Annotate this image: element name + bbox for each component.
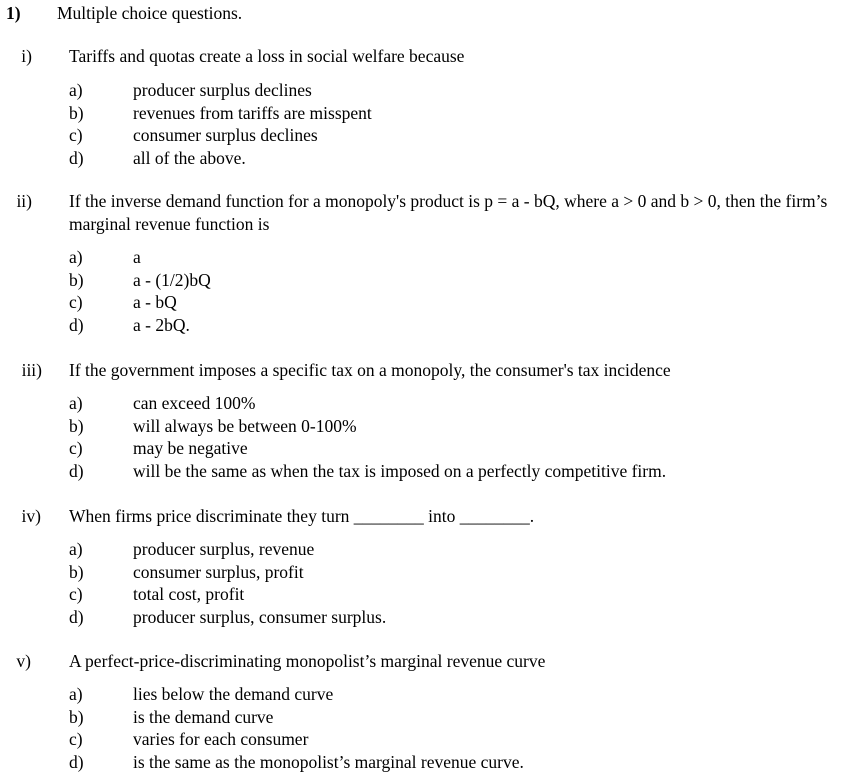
option-text: total cost, profit (133, 584, 245, 604)
option-letter: c) (69, 292, 83, 312)
option-text: a - (1/2)bQ (133, 269, 211, 290)
option-text: is the demand curve (133, 706, 274, 727)
option-letter: d) (69, 751, 84, 772)
option-text: a (133, 247, 141, 267)
option-text: a - 2bQ. (133, 314, 190, 335)
option-c (69, 437, 849, 460)
option-letter: c) (69, 125, 83, 145)
option-letter: b) (69, 706, 84, 727)
option-letter: d) (69, 147, 84, 168)
option-a (69, 538, 849, 561)
option-text: is the same as the monopolist’s marginal revenue curve. (133, 751, 524, 772)
question-stem: Tariffs and quotas create a loss in social welfare because (69, 46, 465, 66)
option-letter: d) (69, 606, 84, 627)
option-d (69, 606, 849, 629)
option-d (69, 460, 849, 483)
option-list (69, 683, 849, 773)
option-text: producer surplus, consumer surplus. (133, 606, 387, 627)
question-stem: If the inverse demand function for a monopoly's product is p = a - bQ, where a > 0 and b > 0, then the firm’s marginal revenue function is (69, 191, 828, 234)
option-letter: a) (69, 247, 83, 267)
option-letter: c) (69, 729, 83, 749)
option-letter: d) (69, 314, 84, 335)
option-text: will always be between 0-100% (133, 415, 357, 436)
option-letter: c) (69, 438, 83, 458)
option-text: may be negative (133, 438, 248, 458)
option-text: producer surplus declines (133, 80, 312, 100)
option-c (69, 124, 849, 147)
question-number: i) (21, 46, 32, 66)
question-stem: A perfect-price-discriminating monopolist’s marginal revenue curve (69, 651, 546, 671)
option-text: all of the above. (133, 147, 246, 168)
option-b (69, 706, 849, 729)
option-letter: b) (69, 561, 84, 582)
option-letter: b) (69, 415, 84, 436)
option-letter: a) (69, 393, 83, 413)
option-list (69, 392, 849, 482)
question-stem: If the government imposes a specific tax on a monopoly, the consumer's tax incidence (69, 360, 671, 380)
option-a (69, 246, 849, 269)
option-letter: a) (69, 684, 83, 704)
section-heading (6, 2, 242, 24)
option-letter: c) (69, 584, 83, 604)
option-text: producer surplus, revenue (133, 539, 315, 559)
option-list (69, 246, 849, 336)
option-c (69, 728, 849, 751)
option-c (69, 583, 849, 606)
option-b (69, 561, 849, 584)
option-text: a - bQ (133, 292, 177, 312)
section-number: 1) (6, 3, 21, 23)
option-b (69, 102, 849, 125)
option-c (69, 291, 849, 314)
option-text: consumer surplus declines (133, 125, 318, 145)
option-letter: b) (69, 102, 84, 123)
question-number: iii) (21, 360, 42, 380)
option-list (69, 79, 849, 169)
option-a (69, 79, 849, 102)
option-a (69, 683, 849, 706)
question-number: ii) (16, 191, 32, 211)
option-letter: b) (69, 269, 84, 290)
option-text: will be the same as when the tax is imposed on a perfectly competitive firm. (133, 460, 667, 481)
option-text: revenues from tariffs are misspent (133, 102, 372, 123)
option-d (69, 147, 849, 170)
option-letter: a) (69, 80, 83, 100)
option-b (69, 415, 849, 438)
question-number: v) (16, 651, 31, 671)
option-letter: a) (69, 539, 83, 559)
section-title: Multiple choice questions. (57, 3, 243, 23)
option-text: consumer surplus, profit (133, 561, 304, 582)
option-d (69, 751, 849, 774)
option-d (69, 314, 849, 337)
option-letter: d) (69, 460, 84, 481)
option-list (69, 538, 849, 628)
option-text: can exceed 100% (133, 393, 256, 413)
option-b (69, 269, 849, 292)
question-number: iv) (21, 506, 41, 526)
question-stem: When firms price discriminate they turn ________ into ________. (69, 506, 535, 526)
option-text: lies below the demand curve (133, 684, 334, 704)
option-a (69, 392, 849, 415)
option-text: varies for each consumer (133, 729, 309, 749)
